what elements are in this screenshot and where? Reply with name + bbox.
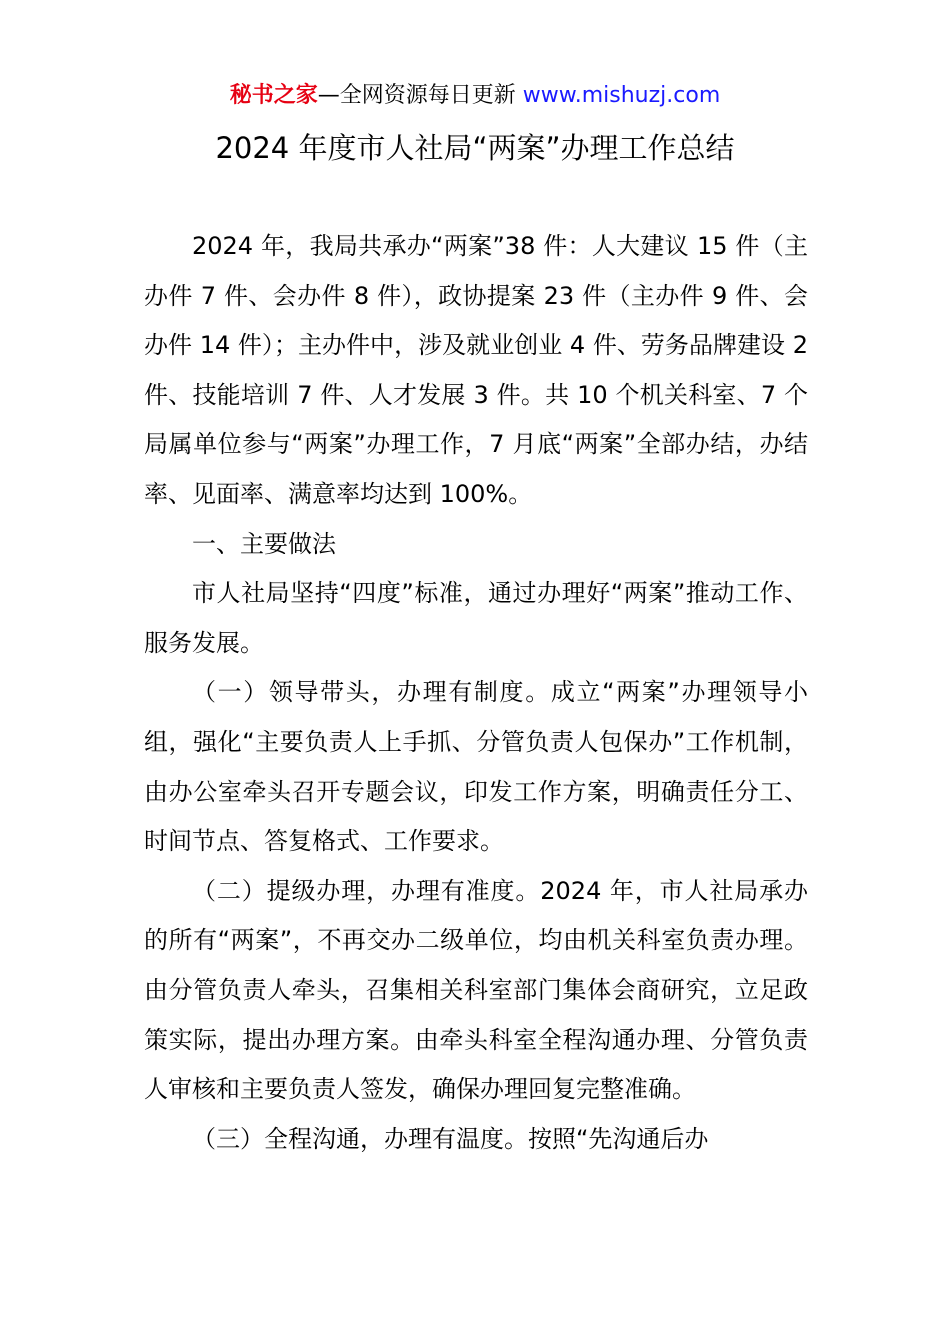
brand-name: 秘书之家 bbox=[229, 83, 318, 108]
document-title: 2024 年度市人社局“两案”办理工作总结 bbox=[215, 131, 735, 165]
paragraph-item-2: （二）提级办理，办理有准度。2024 年，市人社局承办的所有“两案”，不再交办二级单位，均由机关科室负责办理。由分管负责人牵头，召集相关科室部门集体会商研究，立足政策实际，提出办理方案。由牵头科室全程沟通办理、分管负责人审核和主要负责人签发，确保办理回复完整准确。 bbox=[144, 876, 808, 1104]
site-header bbox=[0, 80, 950, 112]
site-url-link[interactable]: www.mishuzj.com bbox=[522, 83, 721, 108]
paragraph-item-3: （三）全程沟通，办理有温度。按照“先沟通后办 bbox=[192, 1124, 709, 1153]
paragraph-summary: 2024 年，我局共承办“两案”38 件：人大建议 15 件（主办件 7 件、会办件 8 件），政协提案 23 件（主办件 9 件、会办件 14 件）；主办件中，涉及就业创业 4 件、劳务品牌建设 2 件、技能培训 7 件、人才发展 3 件。共 10 个机关科室、7 个局属单位参与“两案”办理工作，7 月底“两案”全部办结，办结率、见面率、满意率均达到 100%。 bbox=[144, 232, 808, 508]
paragraph-item-1: （一）领导带头，办理有制度。成立“两案”办理领导小组，强化“主要负责人上手抓、分管负责人包保办”工作机制，由办公室牵头召开专题会议，印发工作方案，明确责任分工、时间节点、答复格式、工作要求。 bbox=[144, 678, 808, 856]
document-body bbox=[144, 222, 808, 1164]
section-heading: 一、主要做法 bbox=[192, 529, 336, 558]
paragraph-intro: 市人社局坚持“四度”标准，通过办理好“两案”推动工作、服务发展。 bbox=[144, 579, 808, 657]
header-tagline: —全网资源每日更新 bbox=[317, 83, 523, 108]
